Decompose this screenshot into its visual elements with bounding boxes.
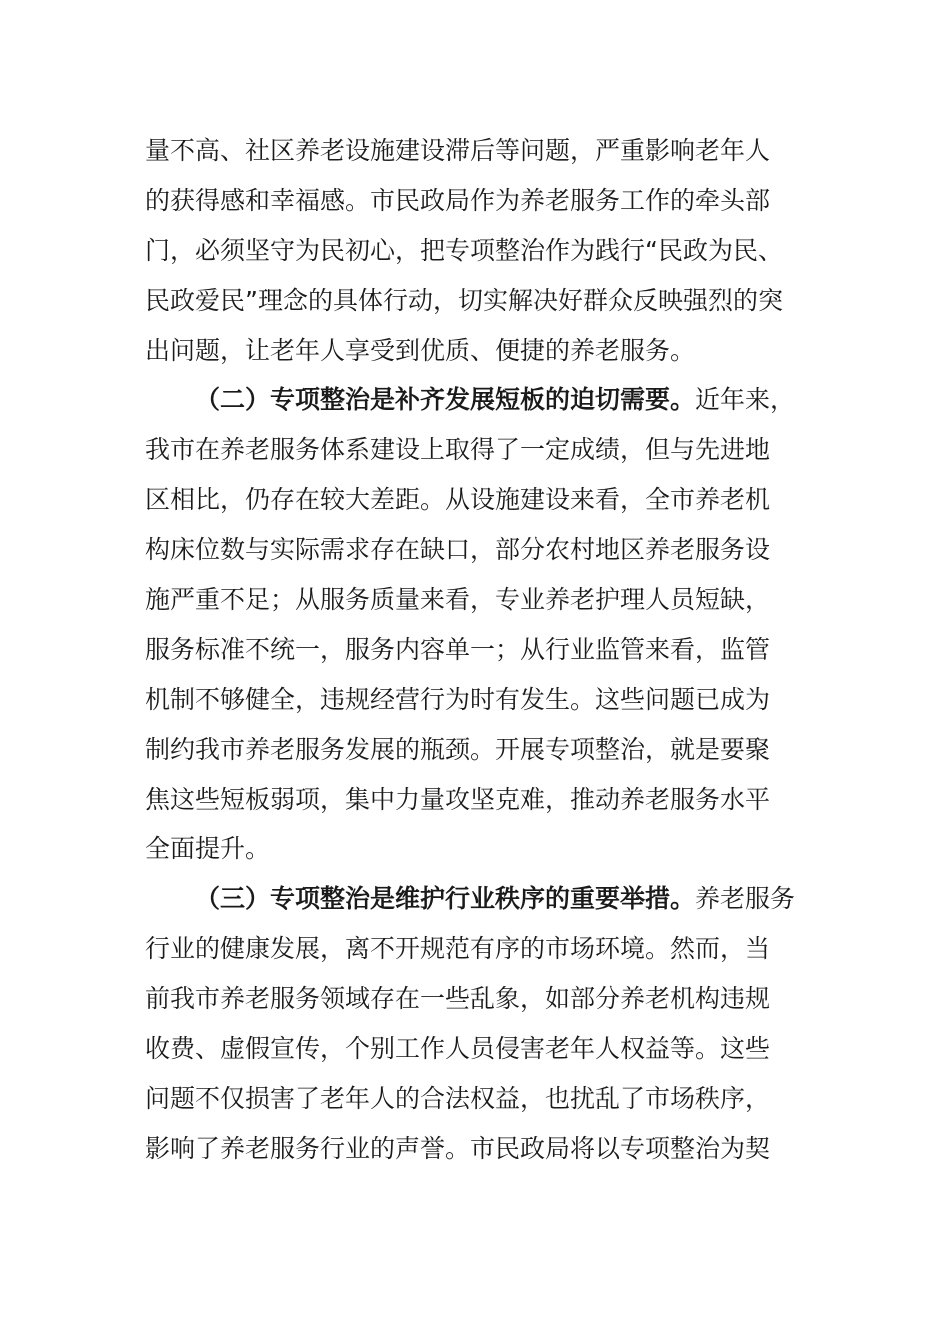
text-line: 行业的健康发展，离不开规范有序的市场环境。然而，当 [145, 934, 771, 964]
section-2-heading: （二）专项整治是补齐发展短板的迫切需要。 [195, 385, 696, 415]
text-line: 制约我市养老服务发展的瓶颈。开展专项整治，就是要聚 [145, 734, 771, 764]
text-line: 区相比，仍存在较大差距。从设施建设来看，全市养老机 [145, 485, 771, 515]
text-line: 量不高、社区养老设施建设滞后等问题，严重影响老年人 [145, 136, 771, 165]
text-line: 问题不仅损害了老年人的合法权益，也扰乱了市场秩序， [145, 1083, 771, 1113]
text-line: 我市在养老服务体系建设上取得了一定成绩，但与先进地 [145, 435, 771, 465]
text-line [145, 874, 805, 924]
section-3-heading: （三）专项整治是维护行业秩序的重要举措。 [195, 884, 696, 914]
text-line: 出问题，让老年人享受到优质、便捷的养老服务。 [145, 335, 696, 365]
text-line: 的获得感和幸福感。市民政局作为养老服务工作的牵头部 [145, 185, 771, 215]
text-line: 门，必须坚守为民初心，把专项整治作为践行“民政为民、 [145, 235, 783, 265]
text-line: 服务标准不统一，服务内容单一；从行业监管来看，监管 [145, 634, 771, 664]
text-line: 影响了养老服务行业的声誉。市民政局将以专项整治为契 [145, 1133, 771, 1163]
text-line: 焦这些短板弱项，集中力量攻坚克难，推动养老服务水平 [145, 784, 771, 814]
text-line: 全面提升。 [145, 834, 271, 864]
paragraph-section-3 [145, 874, 805, 1173]
paragraph-section-2 [145, 375, 805, 874]
text-line: 民政爱民”理念的具体行动，切实解决好群众反映强烈的突 [145, 285, 783, 315]
body-text [145, 126, 805, 1174]
text-line: 前我市养老服务领域存在一些乱象，如部分养老机构违规 [145, 984, 771, 1014]
text-line: 收费、虚假宣传，个别工作人员侵害老年人权益等。这些 [145, 1034, 771, 1064]
text-line [145, 375, 805, 425]
section-3-first-line-text: 养老服务 [695, 884, 796, 914]
paragraph-continuation [145, 126, 805, 375]
section-2-first-line-text: 近年来， [695, 385, 796, 415]
text-line: 机制不够健全，违规经营行为时有发生。这些问题已成为 [145, 684, 771, 714]
text-line: 构床位数与实际需求存在缺口，部分农村地区养老服务设 [145, 535, 771, 565]
text-line: 施严重不足；从服务质量来看，专业养老护理人员短缺， [145, 585, 771, 615]
